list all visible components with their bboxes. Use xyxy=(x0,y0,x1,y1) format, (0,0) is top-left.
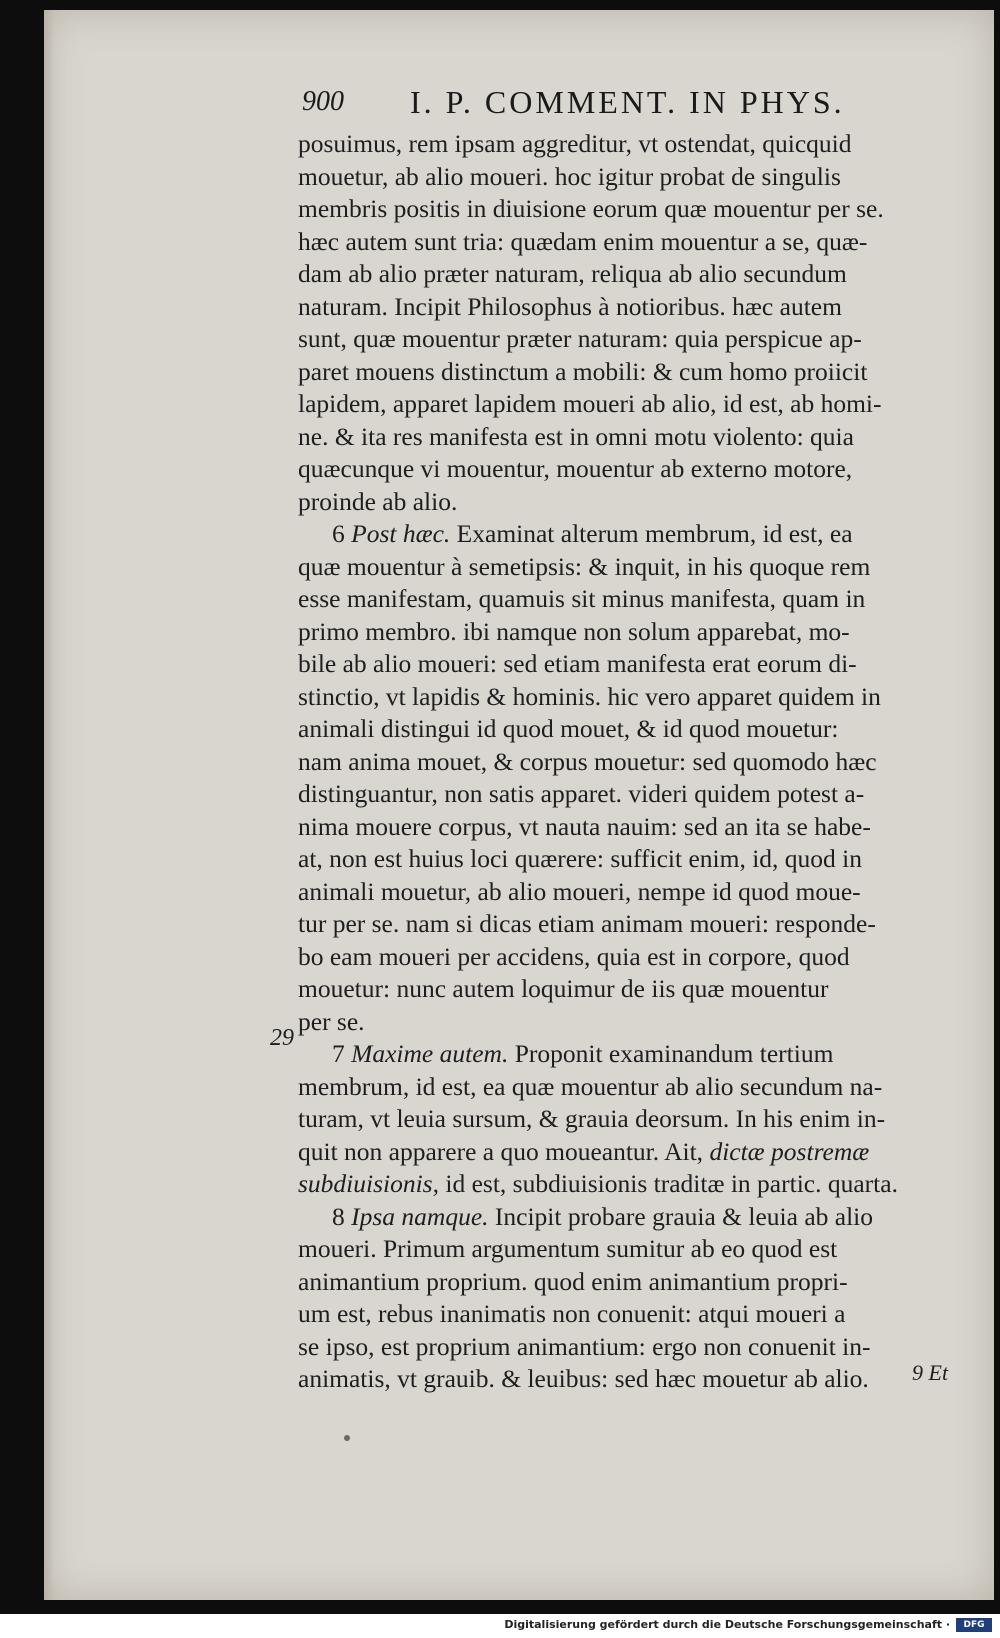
text-segment: animali mouetur, ab alio moueri, nempe id quod moue- xyxy=(298,876,861,906)
running-title: I. P. COMMENT. IN PHYS. xyxy=(410,84,845,120)
text-segment: per se. xyxy=(298,1006,365,1036)
text-line xyxy=(298,1233,948,1266)
italic-lemma: dictæ postremæ xyxy=(709,1136,870,1166)
text-line xyxy=(298,973,948,1006)
text-line xyxy=(298,746,948,779)
text-segment: membris positis in diuisione eorum quæ mouentur per se. xyxy=(298,194,884,223)
text-segment: paret mouens distinctum a mobili: & cum homo proiicit xyxy=(298,356,868,386)
dfg-logo: DFG xyxy=(956,1618,992,1632)
text-segment: quit non apparere a quo moueantur. Ait, xyxy=(298,1136,710,1166)
text-segment: naturam. Incipit Philosophus à notioribus. hæc autem xyxy=(298,291,842,321)
text-segment: um est, rebus inanimatis non conuenit: atqui moueri a xyxy=(298,1299,846,1328)
text-line xyxy=(298,876,948,909)
italic-lemma: Maxime autem. xyxy=(351,1039,509,1068)
text-segment: distinguantur, non satis apparet. videri quidem potest a- xyxy=(298,779,865,808)
italic-lemma: Ipsa namque. xyxy=(351,1201,489,1231)
text-segment: turam, vt leuia sursum, & grauia deorsum. In his enim in- xyxy=(298,1104,886,1133)
text-line xyxy=(298,843,948,876)
text-segment: primo membro. ibi namque non solum apparebat, mo- xyxy=(298,616,850,646)
text-line xyxy=(298,1168,948,1201)
text-segment: bile ab alio moueri: sed etiam manifesta erat eorum di- xyxy=(298,649,857,678)
text-segment: hæc autem sunt tria: quædam enim mouentur a se, quæ- xyxy=(298,226,868,256)
text-line xyxy=(298,1298,948,1331)
text-segment: quæ mouentur à semetipsis: & inquit, in his quoque rem xyxy=(298,551,871,581)
text-line xyxy=(298,356,948,389)
text-segment: membrum, id est, ea quæ mouentur ab alio secundum na- xyxy=(298,1071,883,1101)
text-segment: se ipso, est proprium animantium: ergo non conuenit in- xyxy=(298,1331,871,1361)
text-line xyxy=(298,1201,948,1234)
page-number: 900 xyxy=(302,86,344,117)
text-segment: mouetur: nunc autem loquimur de iis quæ mouentur xyxy=(298,974,829,1003)
text-line xyxy=(298,1363,948,1396)
text-segment: 6 xyxy=(332,519,352,548)
text-line xyxy=(298,616,948,649)
text-line xyxy=(298,778,948,811)
text-segment: animali distingui id quod mouet, & id quod mouetur: xyxy=(298,714,839,743)
text-segment: nima mouere corpus, vt nauta nauim: sed an ita se habe- xyxy=(298,811,871,841)
text-segment: moueri. Primum argumentum sumitur ab eo quod est xyxy=(298,1234,838,1263)
text-line xyxy=(298,518,948,551)
text-line xyxy=(298,291,948,324)
digitization-footer xyxy=(0,1614,1000,1638)
paper-speck xyxy=(344,1435,350,1441)
text-segment: nam anima mouet, & corpus mouetur: sed quomodo hæc xyxy=(298,746,877,776)
text-segment: Examinat alterum membrum, id est, ea xyxy=(450,519,853,548)
text-line xyxy=(298,908,948,941)
text-line xyxy=(298,1266,948,1299)
margin-line-number: 29 xyxy=(270,1025,294,1051)
italic-lemma: Post hæc. xyxy=(351,519,451,548)
text-segment: id est, subdiuisionis traditæ in partic. quarta. xyxy=(439,1169,898,1198)
text-segment: 8 xyxy=(332,1201,352,1231)
text-line xyxy=(298,941,948,974)
text-segment: proinde ab alio. xyxy=(298,486,458,516)
text-line xyxy=(298,713,948,746)
text-line xyxy=(298,1331,948,1364)
text-segment: animantium proprium. quod enim animantium propri- xyxy=(298,1266,848,1296)
text-segment: esse manifestam, quamuis sit minus manifesta, quam in xyxy=(298,584,866,613)
catchword: 9 Et xyxy=(912,1360,949,1385)
body-text xyxy=(298,128,948,1396)
text-segment: Proponit examinandum tertium xyxy=(508,1039,834,1068)
text-line xyxy=(298,1136,948,1169)
book-page xyxy=(44,10,994,1600)
text-line xyxy=(298,551,948,584)
text-segment: Incipit probare grauia & leuia ab alio xyxy=(488,1201,873,1231)
running-header xyxy=(302,82,942,122)
text-line xyxy=(298,1038,948,1071)
text-segment: dam ab alio præter naturam, reliqua ab alio secundum xyxy=(298,259,847,288)
text-line xyxy=(298,161,948,194)
text-line xyxy=(298,128,948,161)
text-line xyxy=(298,1071,948,1104)
text-line xyxy=(298,1103,948,1136)
text-line xyxy=(298,486,948,519)
text-line xyxy=(298,258,948,291)
text-segment: 7 xyxy=(332,1039,352,1068)
funding-credit: Digitalisierung gefördert durch die Deutsche Forschungsgemeinschaft · xyxy=(504,1618,950,1631)
text-line xyxy=(298,193,948,226)
text-segment: posuimus, rem ipsam aggreditur, vt ostendat, quicquid xyxy=(298,129,852,158)
text-segment: stinctio, vt lapidis & hominis. hic vero apparet quidem in xyxy=(298,681,881,711)
text-segment: quæcunque vi mouentur, mouentur ab externo motore, xyxy=(298,454,853,483)
text-segment: ne. & ita res manifesta est in omni motu violento: quia xyxy=(298,421,854,451)
text-segment: lapidem, apparet lapidem moueri ab alio, id est, ab homi- xyxy=(298,389,882,418)
text-segment: tur per se. nam si dicas etiam animam moueri: responde- xyxy=(298,909,876,938)
text-line xyxy=(298,323,948,356)
italic-lemma: subdiuisionis, xyxy=(298,1169,439,1198)
text-segment: animatis, vt grauib. & leuibus: sed hæc mouetur ab alio. xyxy=(298,1364,869,1393)
text-line xyxy=(298,681,948,714)
text-line xyxy=(298,1006,948,1039)
text-segment: mouetur, ab alio moueri. hoc igitur probat de singulis xyxy=(298,161,841,191)
text-line xyxy=(298,583,948,616)
text-line xyxy=(298,811,948,844)
text-segment: bo eam moueri per accidens, quia est in corpore, quod xyxy=(298,941,850,971)
text-line xyxy=(298,453,948,486)
text-line xyxy=(298,226,948,259)
text-segment: at, non est huius loci quærere: sufficit enim, id, quod in xyxy=(298,844,862,873)
text-line xyxy=(298,648,948,681)
text-segment: sunt, quæ mouentur præter naturam: quia perspicue ap- xyxy=(298,324,862,353)
text-line xyxy=(298,388,948,421)
text-line xyxy=(298,421,948,454)
